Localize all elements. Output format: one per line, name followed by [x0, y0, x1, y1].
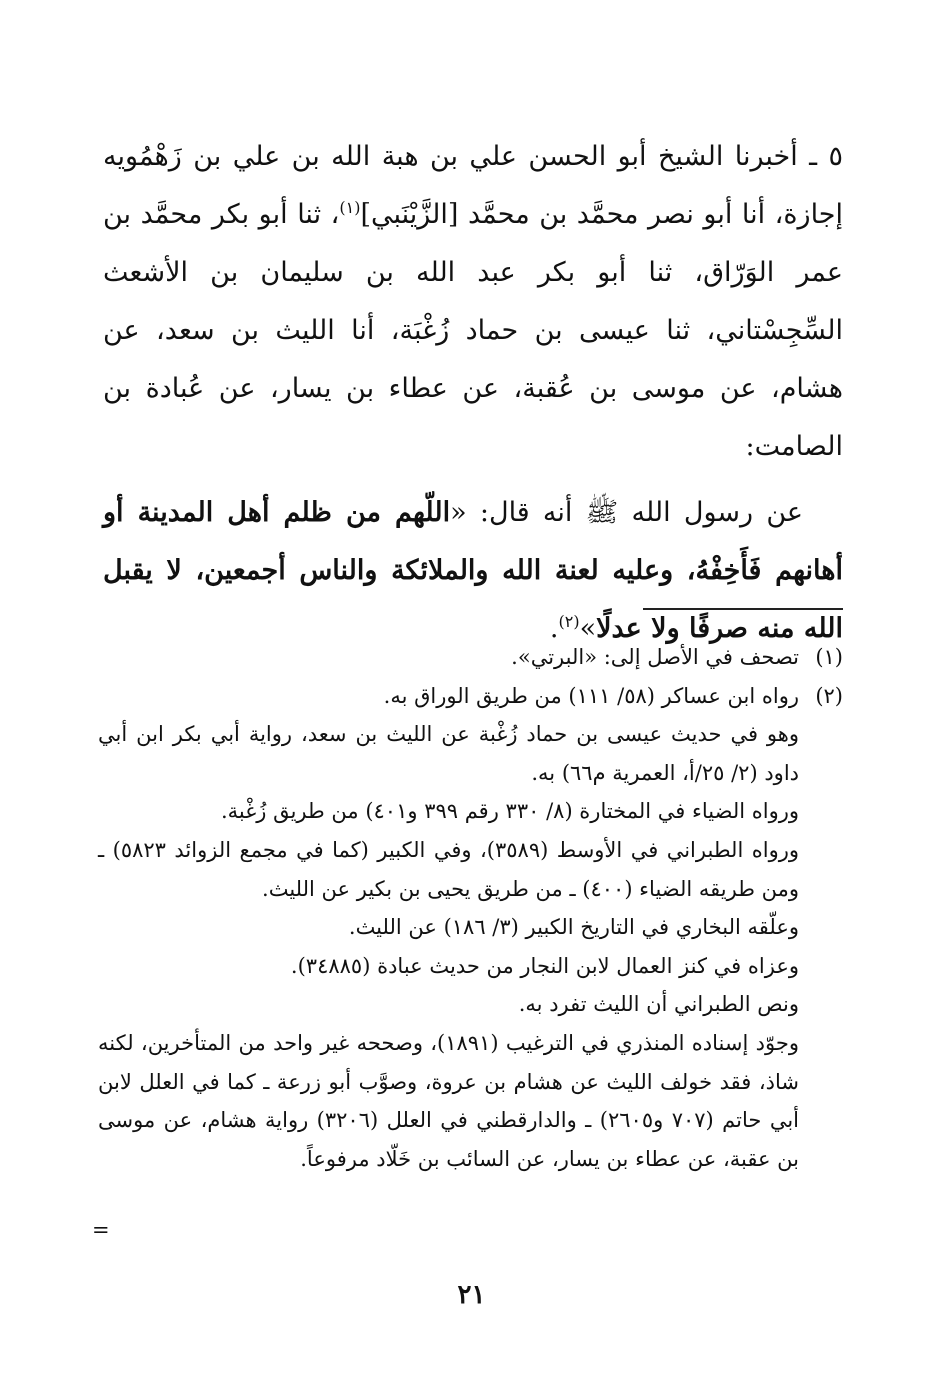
footnote-1: [98, 638, 843, 677]
footnote-2: [98, 677, 843, 716]
footnote-2-para-2: ورواه الضياء في المختارة (٨/ ٣٣٠ رقم ٣٩٩ و٤٠١) من طريق زُغْبة.: [221, 799, 799, 824]
footnote-2-number: (٢): [815, 683, 843, 708]
footnote-ref-2: (٢): [558, 612, 580, 631]
footnote-1-text: تصحف في الأصل إلى: «البرتي».: [511, 645, 799, 669]
footnote-separator: [643, 608, 843, 610]
footnote-2-para-5: وعزاه في كنز العمال لابن النجار من حديث عبادة (٣٤٨٨٥).: [290, 953, 799, 978]
footnote-2-para-6: ونص الطبراني أن الليث تفرد به.: [518, 992, 799, 1017]
footnotes: [98, 638, 843, 1178]
footnote-2-para-4: وعلّقه البخاري في التاريخ الكبير (٣/ ١٨٦) عن الليث.: [348, 915, 799, 940]
isnad-text: ٥ ـ أخبرنا الشيخ أبو الحسن علي بن هبة الله بن علي بن زَهْمُويه إجازة، أنا أبو نصر محمَّد بن محمَّد [الزَّيْنَبي]: [103, 141, 843, 230]
footnote-2-text: رواه ابن عساكر (٥٨/ ١١١) من طريق الوراق به.: [383, 683, 799, 708]
footnote-2-para-3: ورواه الطبراني في الأوسط (٣٥٨٩)، وفي الكبير (كما في مجمع الزوائد ٥٨٢٣) ـ ومن طريقه الضياء (٤٠٠) ـ من طريق يحيى بن بكير عن الليث.: [98, 837, 799, 901]
hadith-close-quote: »: [579, 613, 597, 644]
hadith-end: .: [549, 613, 559, 644]
main-text: [103, 128, 843, 658]
hadith-paragraph: [103, 484, 843, 658]
footnote-2-para-7: وجوّد إسناده المنذري في الترغيب (١٨٩١)، وصححه غير واحد من المتأخرين، لكنه شاذ، فقد خولف الليث عن هشام بن عروة، وصوَّب أبو زرعة ـ كما في العلل لابن أبي حاتم (٧٠٧ و٢٦٠٥) ـ والدارقطني في العلل (٣٢٠٦) رواية هشام، عن موسى بن عقبة، عن عطاء بن يسار، عن السائب بن خَلّاد مرفوعاً.: [98, 1030, 799, 1171]
isnad-continuation: ، ثنا أبو بكر محمَّد بن عمر الوَرّاق، ثنا أبو بكر عبد الله بن سليمان بن الأشعث السِّجِسْتاني، ثنا عيسى بن حماد زُغْبَة، أنا الليث بن سعد، عن هشام، عن موسى بن عُقبة، عن عطاء بن يسار، عن عُبادة بن الصامت:: [103, 199, 843, 462]
hadith-text: اللّهم من ظلم أهل المدينة أو أهانهم فَأَخِفْهُ، وعليه لعنة الله والملائكة والناس أجمعين، لا يقبل الله منه صرفًا ولا عدلًا: [103, 497, 843, 644]
hadith-intro: عن رسول الله ﷺ أنه قال: «: [450, 497, 803, 528]
footnote-ref-1: (١): [339, 198, 361, 217]
isnad-paragraph: [103, 128, 843, 476]
continuation-mark: =: [92, 1218, 110, 1242]
footnote-2-para-1: وهو في حديث عيسى بن حماد زُغْبة عن الليث بن سعد، رواية أبي بكر ابن أبي داود (٢/ ٢٥/أ، العمرية م٦٦) به.: [98, 722, 799, 785]
page-number: ٢١: [457, 1280, 486, 1310]
footnote-1-number: (١): [815, 645, 843, 669]
